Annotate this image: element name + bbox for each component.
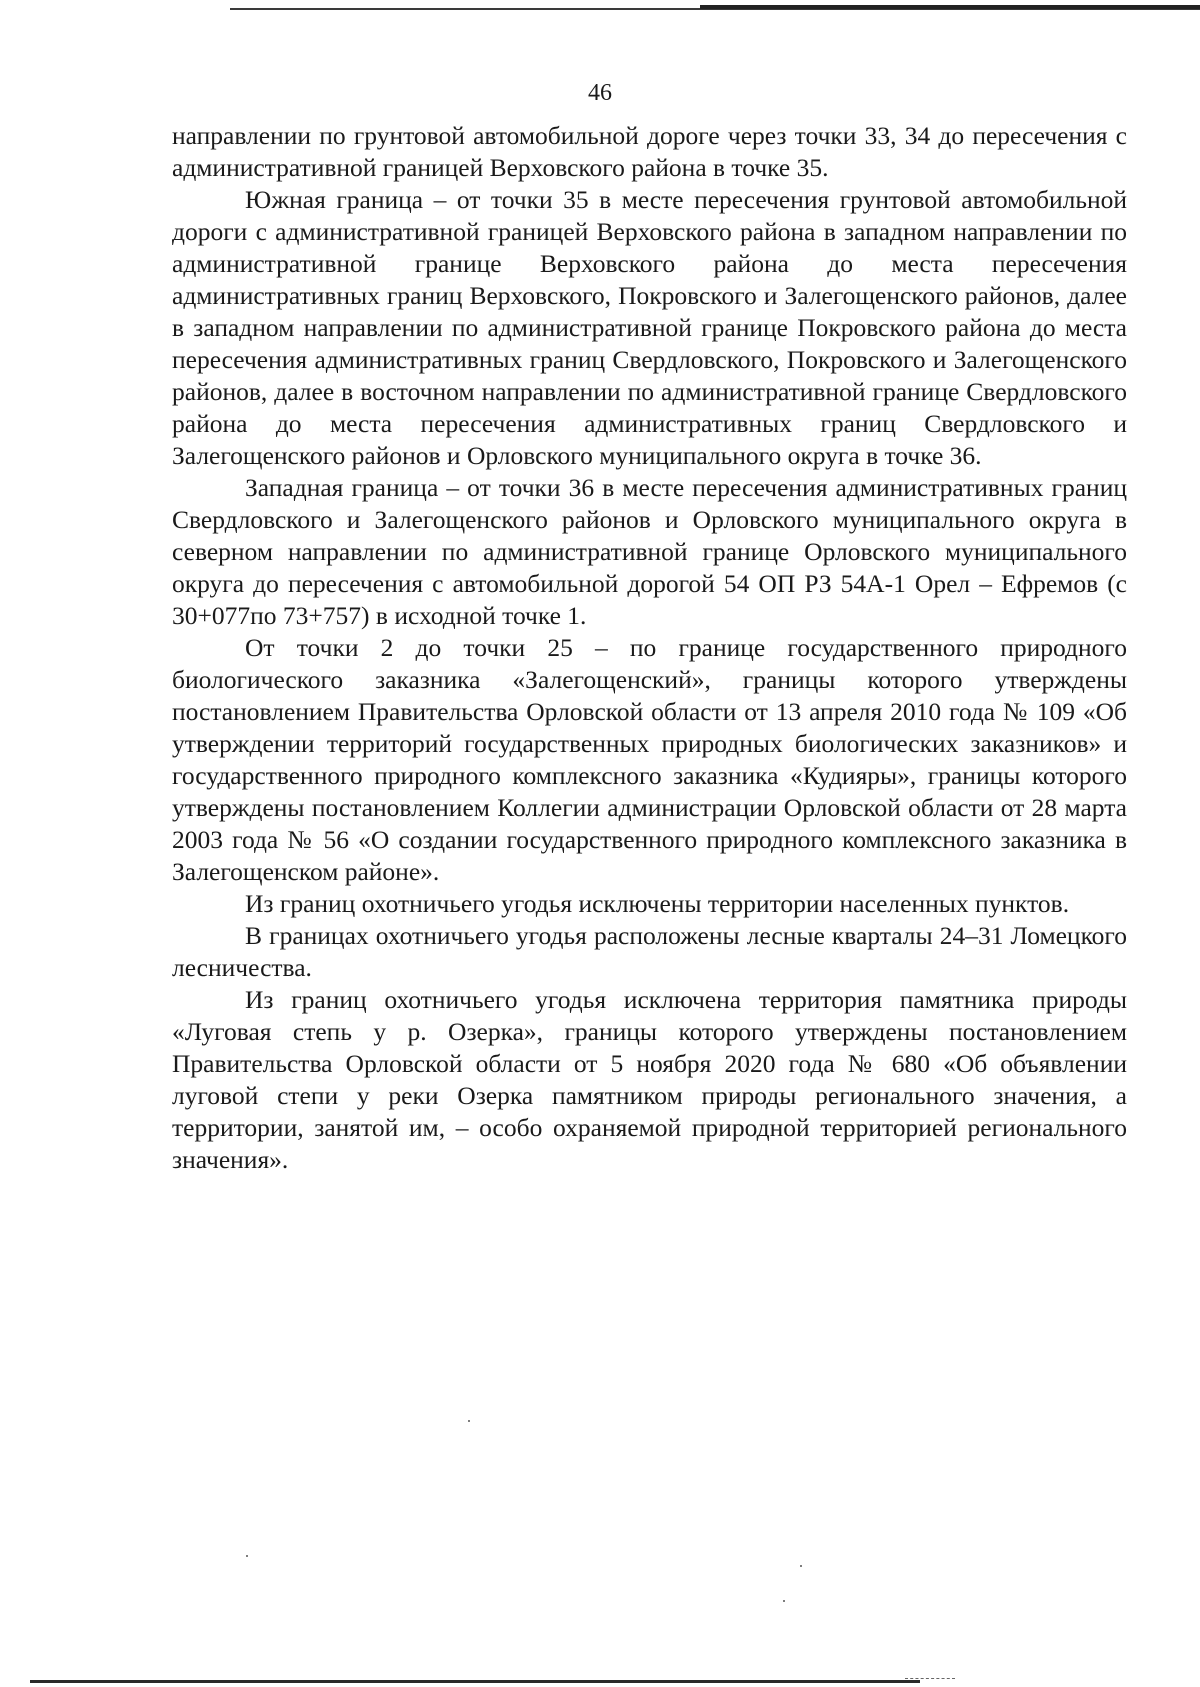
scan-edge-bottom	[30, 1680, 920, 1683]
paragraph-points-2-25: От точки 2 до точки 25 – по границе государственного природного биологического заказника «Залегощенский», границы которого утверждены постановлением Правительства Орловской области от 13 апреля 2010 года № 109 «Об утверждении территорий государственных природных биологических заказников» и государственного природного комплексного заказника «Кудияры», границы которого утверждены постановлением Коллегии администрации Орловской области от 28 марта 2003 года № 56 «О создании государственного природного комплексного заказника в Залегощенском районе».	[172, 633, 1127, 886]
paragraph-excluded-settlements: Из границ охотничьего угодья исключены территории населенных пунктов.	[245, 889, 1070, 918]
scan-edge-top-thick	[700, 5, 1200, 9]
paragraph-forest-quarters: В границах охотничьего угодья расположены лесные кварталы 24–31 Ломецкого лесничества.	[172, 921, 1127, 982]
page-number: 46	[588, 80, 612, 106]
scan-speck	[246, 1555, 248, 1557]
scan-speck	[783, 1600, 785, 1602]
scan-speck	[800, 1565, 802, 1567]
paragraph-south-border: Южная граница – от точки 35 в месте пересечения грунтовой автомобильной дороги с административной границей Верховского района в западном направлении по административной границе Верховского района до места пересечения административных границ Верховского, Покровского и Залегощенского районов, далее в западном направлении по административной границе Покровского района до места пересечения административных границ Свердловского, Покровского и Залегощенского районов, далее в восточном направлении по административной границе Свердловского района до места пересечения административных границ Свердловского и Залегощенского районов и Орловского муниципального округа в точке 36.	[172, 185, 1127, 470]
scan-edge-bottom-dash	[905, 1678, 955, 1680]
paragraph-nature-monument: Из границ охотничьего угодья исключена территория памятника природы «Луговая степь у р. Озерка», границы которого утверждены постановлением Правительства Орловской области от 5 ноября 2020 года № 680 «Об объявлении луговой степи у реки Озерка памятником природы регионального значения, а территории, занятой им, – особо охраняемой природной территорией регионального значения».	[172, 985, 1127, 1174]
paragraph-west-border: Западная граница – от точки 36 в месте пересечения административных границ Свердловского и Залегощенского районов и Орловского муниципального округа в северном направлении по административной границе Орловского муниципального округа до пересечения с автомобильной дорогой 54 ОП РЗ 54А-1 Орел – Ефремов (с 30+077по 73+757) в исходной точке 1.	[172, 473, 1127, 630]
paragraph-continuation: направлении по грунтовой автомобильной дороге через точки 33, 34 до пересечения с административной границей Верховского района в точке 35.	[172, 121, 1127, 182]
scan-speck	[468, 1420, 470, 1422]
document-body	[172, 120, 1127, 1176]
